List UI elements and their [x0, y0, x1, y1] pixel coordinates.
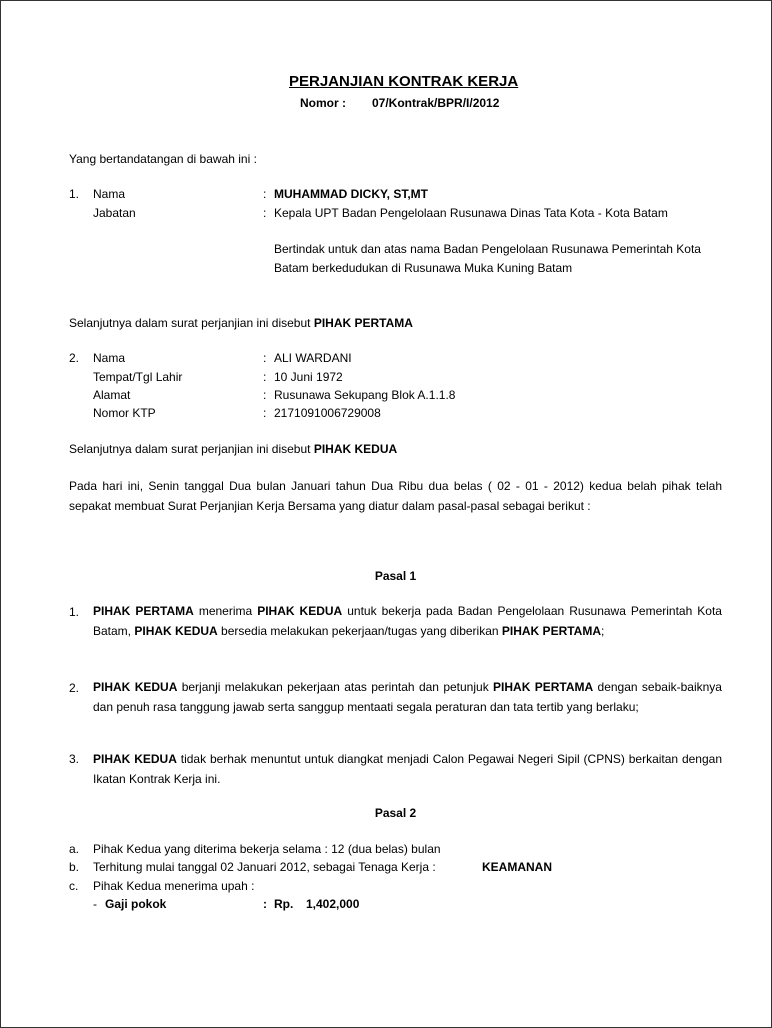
- party-2-ktp-label: Nomor KTP: [93, 406, 156, 420]
- pasal-1-item-2-text: PIHAK KEDUA berjanji melakukan pekerjaan atas perintah dan petunjuk PIHAK PERTAMA dengan sebaik-baiknya dan penuh rasa tanggung jawab serta sanggup mentaati segala peraturan dan tata tertib yang berlaku;: [93, 680, 722, 714]
- agreement-paragraph: Pada hari ini, Senin tanggal Dua bulan Januari tahun Dua Ribu dua belas ( 02 - 01 - 2012) kedua belah pihak telah sepakat membuat Surat Perjanjian Kerja Bersama yang diatur dalam pasal-pasal sebagai berikut :: [69, 479, 722, 513]
- party-2-name-value: ALI WARDANI: [274, 351, 352, 365]
- pasal-1-item-1-text: PIHAK PERTAMA menerima PIHAK KEDUA untuk bekerja pada Badan Pengelolaan Rusunawa Pemerintah Kota Batam, PIHAK KEDUA bersedia melakukan pekerjaan/tugas yang diberikan PIHAK PERTAMA;: [93, 604, 722, 638]
- party-2-name-label: Nama: [93, 351, 126, 365]
- party-1-name-label: Nama: [93, 187, 126, 201]
- party-2-number: 2.: [69, 351, 80, 365]
- pasal-1-heading: Pasal 1: [374, 569, 417, 583]
- pasal-2-c-label: c.: [69, 879, 79, 893]
- party-2-birth-colon: :: [263, 370, 267, 384]
- party-2-address-colon: :: [263, 388, 267, 402]
- pasal-2-a-label: a.: [69, 842, 80, 856]
- party-2-ktp-value: 2171091006729008: [274, 406, 381, 420]
- pasal-1-item-3-number: 3.: [69, 752, 80, 766]
- pasal-1-item-3-text: PIHAK KEDUA tidak berhak menuntut untuk diangkat menjadi Calon Pegawai Negeri Sipil (CPNS) berkaitan dengan Ikatan Kontrak Kerja ini.: [93, 752, 723, 786]
- party-1-position-label: Jabatan: [93, 206, 136, 220]
- party-2-address-label: Alamat: [93, 388, 131, 402]
- party-1-number: 1.: [69, 187, 80, 201]
- party-2-name-colon: :: [263, 351, 267, 365]
- party-2-designation: Selanjutnya dalam surat perjanjian ini disebut PIHAK KEDUA: [69, 442, 398, 456]
- document-title: PERJANJIAN KONTRAK KERJA: [289, 73, 519, 90]
- party-1-acting-line-1: Bertindak untuk dan atas nama Badan Pengelolaan Rusunawa Pemerintah Kota: [274, 242, 701, 256]
- pasal-2-c-text: Pihak Kedua menerima upah :: [93, 879, 255, 893]
- pasal-2-b-label: b.: [69, 860, 80, 874]
- pasal-2-heading: Pasal 2: [374, 806, 417, 820]
- party-1-designation: Selanjutnya dalam surat perjanjian ini disebut PIHAK PERTAMA: [69, 316, 413, 330]
- party-1-name-value: MUHAMMAD DICKY, ST,MT: [274, 187, 428, 201]
- party-1-position-value: Kepala UPT Badan Pengelolaan Rusunawa Dinas Tata Kota - Kota Batam: [274, 206, 668, 220]
- salary-colon: :: [263, 897, 267, 911]
- nomor-label: Nomor :: [300, 96, 346, 110]
- salary-value: 1,402,000: [306, 897, 360, 911]
- party-1-position-colon: :: [263, 206, 267, 220]
- salary-currency: Rp.: [274, 897, 294, 911]
- party-2-ktp-colon: :: [263, 406, 267, 420]
- pasal-1-item-2-number: 2.: [69, 681, 80, 695]
- nomor-value: 07/Kontrak/BPR/I/2012: [372, 96, 500, 110]
- party-1-acting-line-2: Batam berkedudukan di Rusunawa Muka Kuning Batam: [274, 261, 573, 275]
- salary-label: Gaji pokok: [105, 897, 167, 911]
- pasal-2-b-value: KEAMANAN: [482, 860, 552, 874]
- party-2-birth-value: 10 Juni 1972: [274, 370, 343, 384]
- party-2-address-value: Rusunawa Sekupang Blok A.1.1.8: [274, 388, 456, 402]
- salary-bullet: -: [93, 897, 97, 911]
- party-2-birth-label: Tempat/Tgl Lahir: [93, 370, 183, 384]
- pasal-2-b-text: Terhitung mulai tanggal 02 Januari 2012, sebagai Tenaga Kerja :: [93, 860, 436, 874]
- pasal-1-item-1-number: 1.: [69, 605, 80, 619]
- intro-text: Yang bertandatangan di bawah ini :: [69, 152, 257, 166]
- pasal-2-a-text: Pihak Kedua yang diterima bekerja selama : 12 (dua belas) bulan: [93, 842, 441, 856]
- party-1-name-colon: :: [263, 187, 267, 201]
